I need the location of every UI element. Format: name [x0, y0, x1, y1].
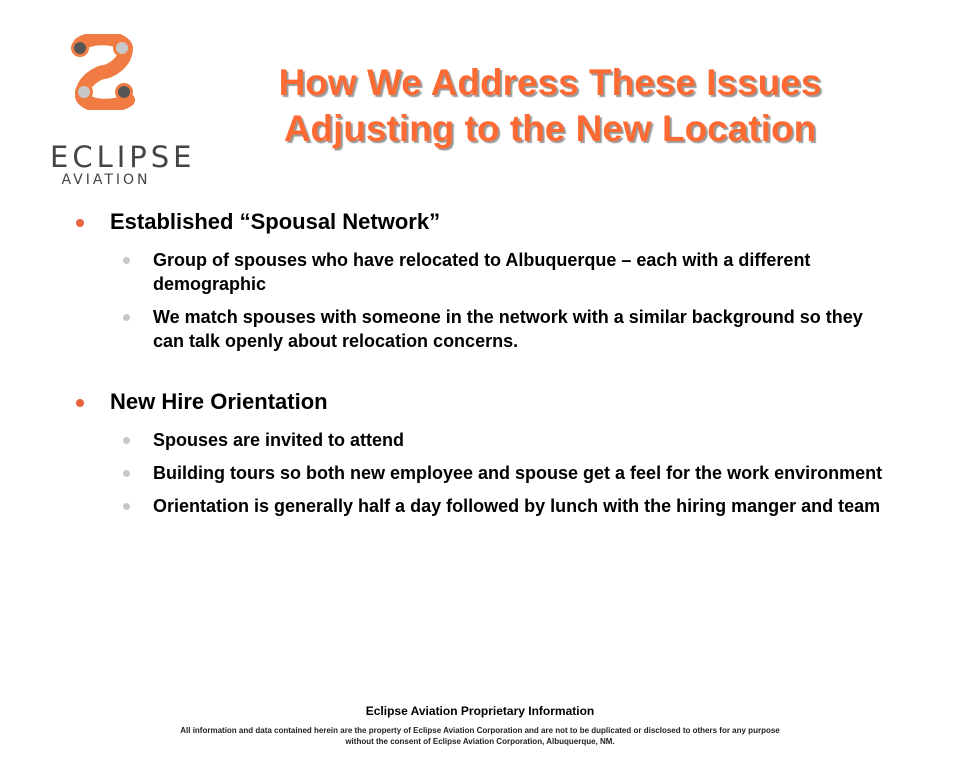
logo-wordmark: ECLIPSE — [50, 140, 196, 174]
bullet-icon — [76, 399, 84, 407]
logo-subtitle: AVIATION — [61, 172, 151, 188]
section-heading — [76, 388, 896, 416]
section-heading-text: New Hire Orientation — [110, 389, 328, 414]
list-item-text: Building tours so both new employee and spouse get a feel for the work environment — [153, 463, 883, 483]
eclipse-aviation-logo — [44, 34, 196, 189]
list-item — [76, 305, 896, 353]
list-item-text: Group of spouses who have relocated to Albuquerque – each with a different demographic — [153, 250, 811, 294]
slide-body — [76, 208, 896, 527]
title-line-1: How We Address These Issues — [278, 62, 822, 103]
section-spacer — [76, 362, 896, 388]
list-item — [76, 494, 896, 518]
footer-title: Eclipse Aviation Proprietary Information — [365, 704, 595, 718]
bullet-icon — [76, 219, 84, 227]
section-heading — [76, 208, 896, 236]
list-item-text: Orientation is generally half a day followed by lunch with the hiring manger and team — [153, 496, 881, 516]
title-line-2: Adjusting to the New Location — [283, 108, 817, 149]
list-item — [76, 248, 896, 296]
list-item-text: Spouses are invited to attend — [153, 430, 405, 450]
bullet-icon — [123, 257, 130, 264]
footer-disclaimer: All information and data contained herein are the property of Eclipse Aviation Corporation and are not to be duplicated or disclosed to others for any purpose without the consent of Eclipse Aviation Corporation, Albuquerque, NM. — [180, 726, 780, 746]
bullet-icon — [123, 470, 130, 477]
eclipse-logo-icon — [66, 34, 142, 110]
list-item-text: We match spouses with someone in the network with a similar background so they can talk openly about relocation concerns. — [153, 307, 863, 351]
section-heading-text: Established “Spousal Network” — [110, 209, 441, 234]
bullet-icon — [123, 503, 130, 510]
list-item — [76, 461, 896, 485]
bullet-icon — [123, 314, 130, 321]
list-item — [76, 428, 896, 452]
bullet-icon — [123, 437, 130, 444]
slide-title — [200, 60, 900, 152]
